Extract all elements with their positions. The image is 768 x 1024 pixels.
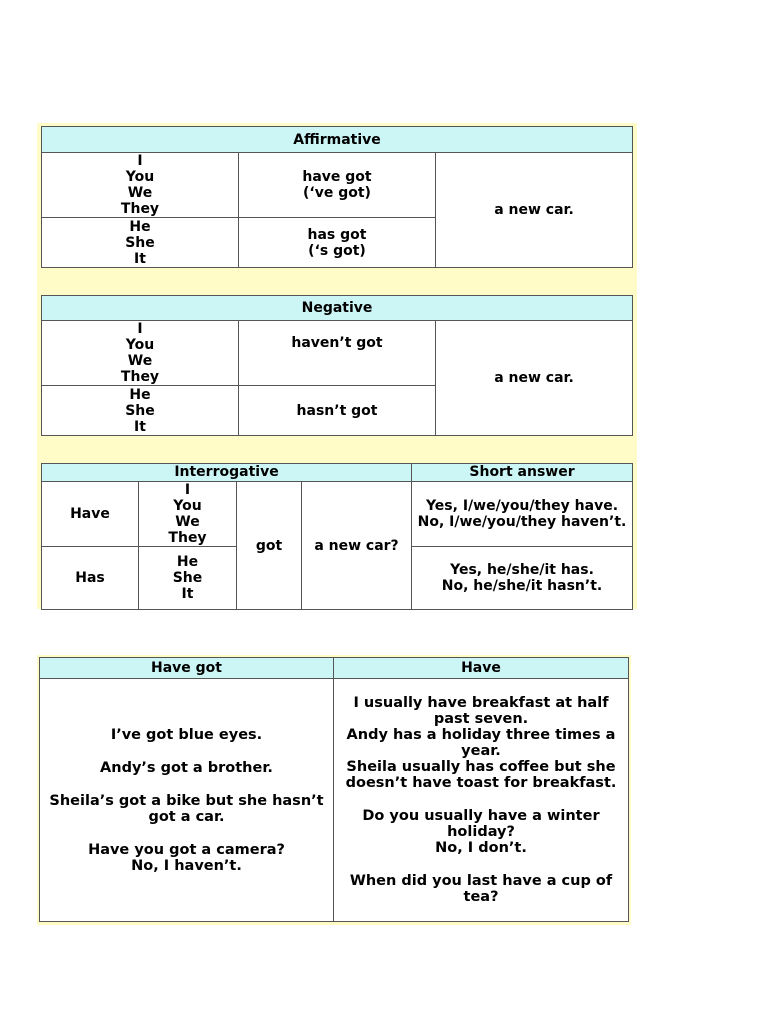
affirmative-verb-plural: have got (‘ve got) — [239, 153, 436, 218]
interrogative-aux-have: Have — [42, 482, 139, 547]
negative-object: a new car. — [436, 321, 633, 436]
negative-header: Negative — [42, 296, 633, 321]
have-example: Do you usually have a winter holiday? No, I don’t. — [362, 808, 600, 856]
have-got-example: Sheila’s got a bike but she hasn’t got a car. — [49, 792, 324, 825]
negative-verb-plural: haven’t got — [239, 321, 436, 386]
negative-verb-singular: hasn’t got — [239, 386, 436, 436]
interrogative-header: Interrogative — [42, 464, 412, 482]
affirmative-subjects-plural: I You We They — [42, 153, 239, 218]
interrogative-subjects-plural: I You We They — [139, 482, 237, 547]
interrogative-verb: got — [237, 482, 302, 610]
have-got-example: Andy’s got a brother. — [100, 759, 273, 776]
affirmative-subjects-singular: He She It — [42, 218, 239, 268]
affirmative-header: Affirmative — [42, 127, 633, 153]
short-answer-header: Short answer — [412, 464, 633, 482]
have-examples — [334, 679, 629, 922]
short-answer-singular: Yes, he/she/it has. No, he/she/it hasn’t. — [412, 547, 633, 610]
interrogative-subjects-singular: He She It — [139, 547, 237, 610]
affirmative-object: a new car. — [436, 153, 633, 268]
negative-table — [41, 295, 633, 436]
interrogative-object: a new car? — [302, 482, 412, 610]
affirmative-table — [41, 126, 633, 268]
have-example: When did you last have a cup of tea? — [349, 873, 613, 905]
have-got-example: Have you got a camera? No, I haven’t. — [88, 841, 285, 874]
comparison-table — [39, 657, 629, 922]
have-got-examples — [40, 679, 334, 922]
negative-subjects-singular: He She It — [42, 386, 239, 436]
have-got-example: I’ve got blue eyes. — [110, 726, 263, 743]
negative-subjects-plural: I You We They — [42, 321, 239, 386]
have-header: Have — [334, 658, 629, 679]
have-example: I usually have breakfast at half past seven. Andy has a holiday three times a year. Sheila usually has coffee but she doesn’t have toast for breakfast. — [345, 695, 617, 791]
interrogative-table — [41, 463, 633, 610]
affirmative-verb-singular: has got (‘s got) — [239, 218, 436, 268]
short-answer-plural: Yes, I/we/you/they have. No, I/we/you/they haven’t. — [412, 482, 633, 547]
have-got-header: Have got — [40, 658, 334, 679]
interrogative-aux-has: Has — [42, 547, 139, 610]
